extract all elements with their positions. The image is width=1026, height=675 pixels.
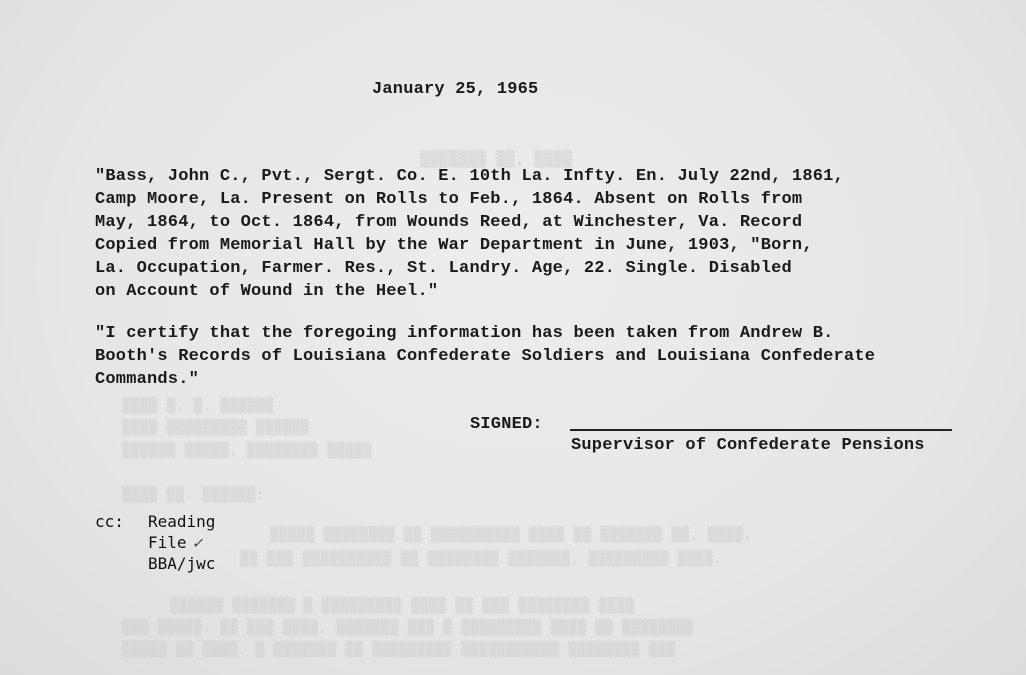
cc-item: BBA/jwc	[148, 554, 216, 573]
record-line: May, 1864, to Oct. 1864, from Wounds Reed, at Winchester, Va. Record	[95, 213, 803, 232]
bleed-through-text: ▒▒▒▒▒▒▒ ▒▒, ▒▒▒▒	[420, 150, 573, 168]
bleed-through-text: ▒▒▒▒▒ ▒▒▒▒▒▒▒▒ ▒▒ ▒▒▒▒▒▒▒▒▒▒ ▒▒▒▒ ▒▒ ▒▒▒▒▒▒▒ ▒▒, ▒▒▒▒,	[270, 527, 753, 543]
bleed-through-text: ▒▒▒▒ ▒. ▒. ▒▒▒▒▒▒	[122, 398, 274, 414]
bleed-through-text: ▒▒▒▒▒ ▒▒ ▒▒▒▒. ▒ ▒▒▒▒▒▒▒ ▒▒ ▒▒▒▒▒▒▒▒▒ ▒▒▒▒▒▒▒▒▒▒▒ ▒▒▒▒▒▒▒▒ ▒▒▒	[122, 642, 676, 658]
certification-paragraph	[95, 322, 875, 391]
cc-item: File	[148, 533, 187, 552]
bleed-through-text: ▒▒▒▒ ▒▒▒▒▒▒▒▒▒ ▒▒▒▒▒▒	[122, 420, 310, 436]
signer-title: Supervisor of Confederate Pensions	[571, 436, 925, 455]
cc-label: cc:	[95, 512, 124, 531]
letter-date: January 25, 1965	[372, 80, 539, 99]
certify-line: Booth's Records of Louisiana Confederate Soldiers and Louisiana Confederate	[95, 347, 876, 366]
bleed-through-text: ▒▒▒ ▒▒▒▒▒. ▒▒ ▒▒▒ ▒▒▒▒, ▒▒▒▒▒▒▒ ▒▒▒ ▒ ▒▒▒▒▒▒▒▒▒ ▒▒▒▒ ▒▒ ▒▒▒▒▒▒▒▒	[122, 620, 694, 636]
check-mark-icon: ✓	[192, 533, 203, 552]
bleed-through-text: ▒▒▒▒▒▒ ▒▒▒▒▒▒▒ ▒ ▒▒▒▒▒▒▒▒▒ ▒▒▒▒ ▒▒ ▒▒▒ ▒▒▒▒▒▒▒▒ ▒▒▒▒	[170, 598, 635, 614]
cc-item-with-check	[148, 532, 202, 553]
bleed-through-text: ▒▒ ▒▒▒ ▒▒▒▒▒▒▒▒▒▒ ▒▒ ▒▒▒▒▒▒▒▒ ▒▒▒▒▒▒▒, ▒▒▒▒▒▒▒▒▒ ▒▒▒▒.	[240, 551, 723, 567]
record-line: La. Occupation, Farmer. Res., St. Landry. Age, 22. Single. Disabled	[95, 259, 792, 278]
certify-line: "I certify that the foregoing information has been taken from Andrew B.	[95, 324, 834, 343]
record-line: on Account of Wound in the Heel."	[95, 282, 439, 301]
service-record-paragraph	[95, 165, 844, 303]
record-line: Copied from Memorial Hall by the War Department in June, 1903, "Born,	[95, 236, 813, 255]
signed-label: SIGNED:	[470, 415, 543, 434]
signature-line	[570, 429, 952, 431]
bleed-through-text: ▒▒▒▒▒▒ ▒▒▒▒▒, ▒▒▒▒▒▒▒▒ ▒▒▒▒▒	[122, 443, 373, 459]
cc-item: Reading	[148, 512, 216, 531]
record-line: Camp Moore, La. Present on Rolls to Feb., 1864. Absent on Rolls from	[95, 190, 803, 209]
certify-line: Commands."	[95, 370, 200, 389]
record-line: "Bass, John C., Pvt., Sergt. Co. E. 10th La. Infty. En. July 22nd, 1861,	[95, 167, 844, 186]
bleed-through-text: ▒▒▒▒ ▒▒. ▒▒▒▒▒▒:	[122, 487, 265, 503]
